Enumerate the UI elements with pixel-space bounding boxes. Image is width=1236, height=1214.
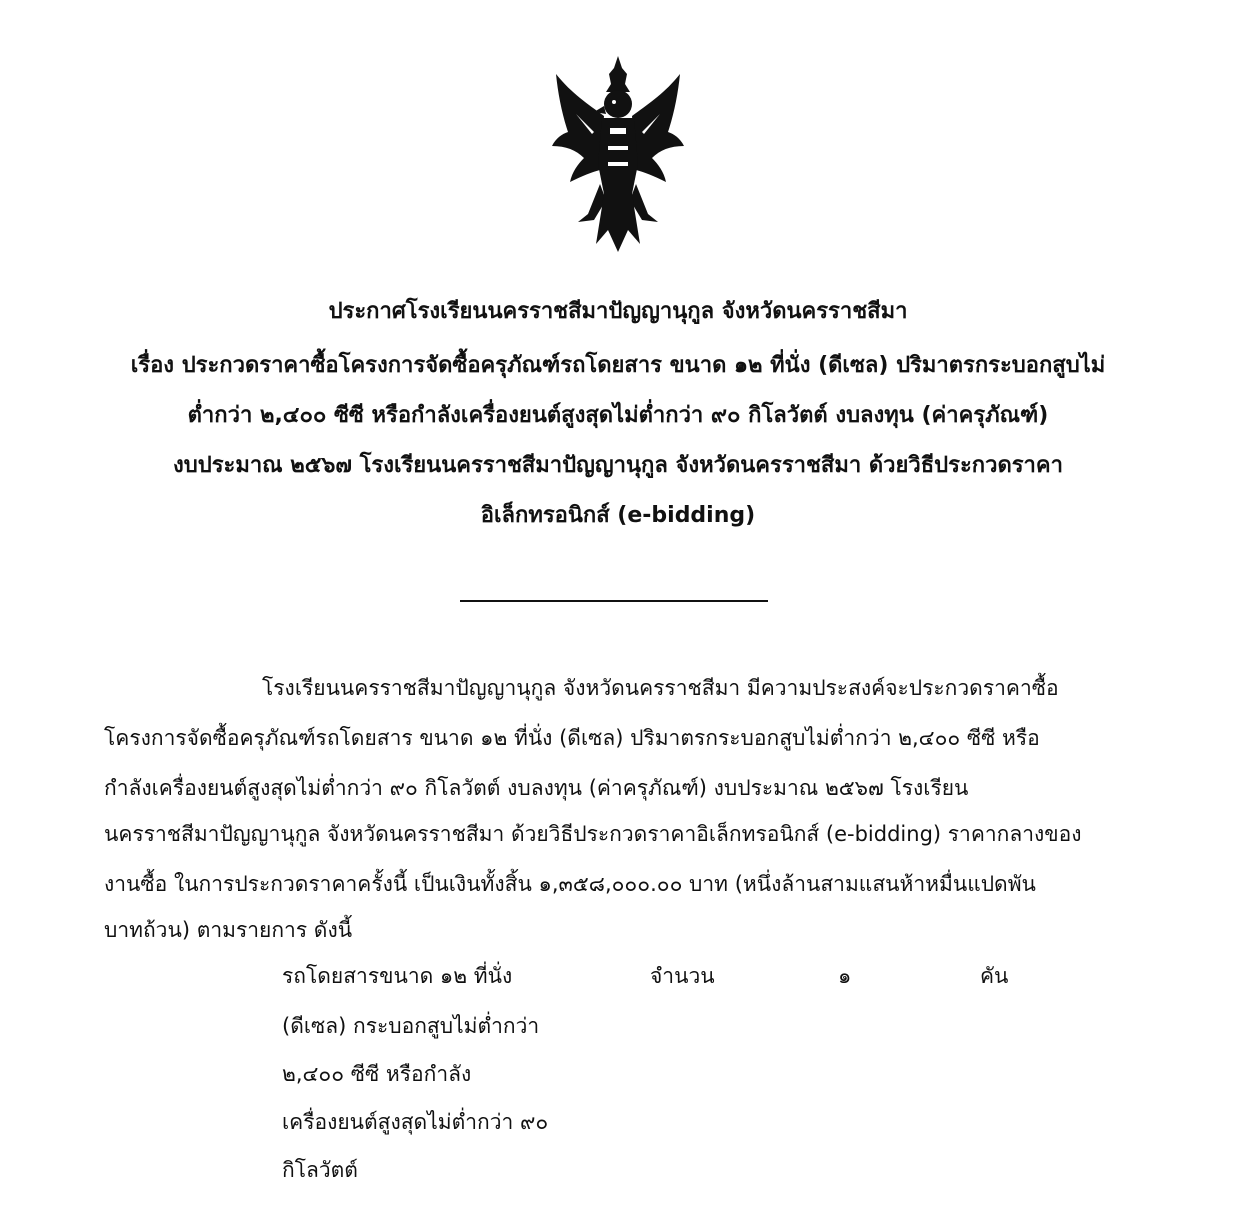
body-line-6: บาทถ้วน) ตามรายการ ดังนี้ bbox=[104, 918, 353, 942]
body-line-1: โรงเรียนนครราชสีมาปัญญานุกูล จังหวัดนครราชสีมา มีความประสงค์จะประกวดราคาซื้อ bbox=[262, 676, 1059, 700]
item-description-line: รถโดยสารขนาด ๑๒ ที่นั่ง bbox=[282, 964, 513, 988]
item-description-line: เครื่องยนต์สูงสุดไม่ต่ำกว่า ๙๐ bbox=[282, 1110, 549, 1134]
item-description-line: กิโลวัตต์ bbox=[282, 1158, 358, 1182]
heading-line-2: เรื่อง ประกวดราคาซื้อโครงการจัดซื้อครุภัณฑ์รถโดยสาร ขนาด ๑๒ ที่นั่ง (ดีเซล) ปริมาตรกระบอกสูบไม่ bbox=[130, 353, 1106, 378]
heading-line-3: ต่ำกว่า ๒,๔๐๐ ซีซี หรือกำลังเครื่องยนต์สูงสุดไม่ต่ำกว่า ๙๐ กิโลวัตต์ งบลงทุน (ค่าครุภัณฑ์) bbox=[187, 403, 1049, 428]
heading-line-4: งบประมาณ ๒๕๖๗ โรงเรียนนครราชสีมาปัญญานุกูล จังหวัดนครราชสีมา ด้วยวิธีประกวดราคา bbox=[173, 453, 1063, 478]
body-line-4: นครราชสีมาปัญญานุกูล จังหวัดนครราชสีมา ด้วยวิธีประกวดราคาอิเล็กทรอนิกส์ (e-bidding) ราคากลางของ bbox=[104, 822, 1082, 846]
body-line-2: โครงการจัดซื้อครุภัณฑ์รถโดยสาร ขนาด ๑๒ ที่นั่ง (ดีเซล) ปริมาตรกระบอกสูบไม่ต่ำกว่า ๒,๔๐๐ ซีซี หรือ bbox=[104, 726, 1040, 750]
divider-rule bbox=[460, 600, 768, 602]
heading-line-5: อิเล็กทรอนิกส์ (e-bidding) bbox=[480, 503, 756, 528]
garuda-emblem-icon bbox=[548, 54, 688, 254]
item-description-line: ๒,๔๐๐ ซีซี หรือกำลัง bbox=[282, 1062, 472, 1086]
item-quantity-label: จำนวน bbox=[650, 964, 715, 988]
item-description-line: (ดีเซล) กระบอกสูบไม่ต่ำกว่า bbox=[282, 1014, 540, 1038]
body-line-5: งานซื้อ ในการประกวดราคาครั้งนี้ เป็นเงินทั้งสิ้น ๑,๓๕๘,๐๐๐.๐๐ บาท (หนึ่งล้านสามแสนห้าหมื่นแปดพัน bbox=[104, 872, 1036, 896]
item-unit: คัน bbox=[980, 964, 1009, 988]
body-line-3: กำลังเครื่องยนต์สูงสุดไม่ต่ำกว่า ๙๐ กิโลวัตต์ งบลงทุน (ค่าครุภัณฑ์) งบประมาณ ๒๕๖๗ โรงเรียน bbox=[104, 776, 969, 800]
item-quantity-value: ๑ bbox=[838, 964, 852, 988]
heading-line-1: ประกาศโรงเรียนนครราชสีมาปัญญานุกูล จังหวัดนครราชสีมา bbox=[328, 299, 908, 324]
